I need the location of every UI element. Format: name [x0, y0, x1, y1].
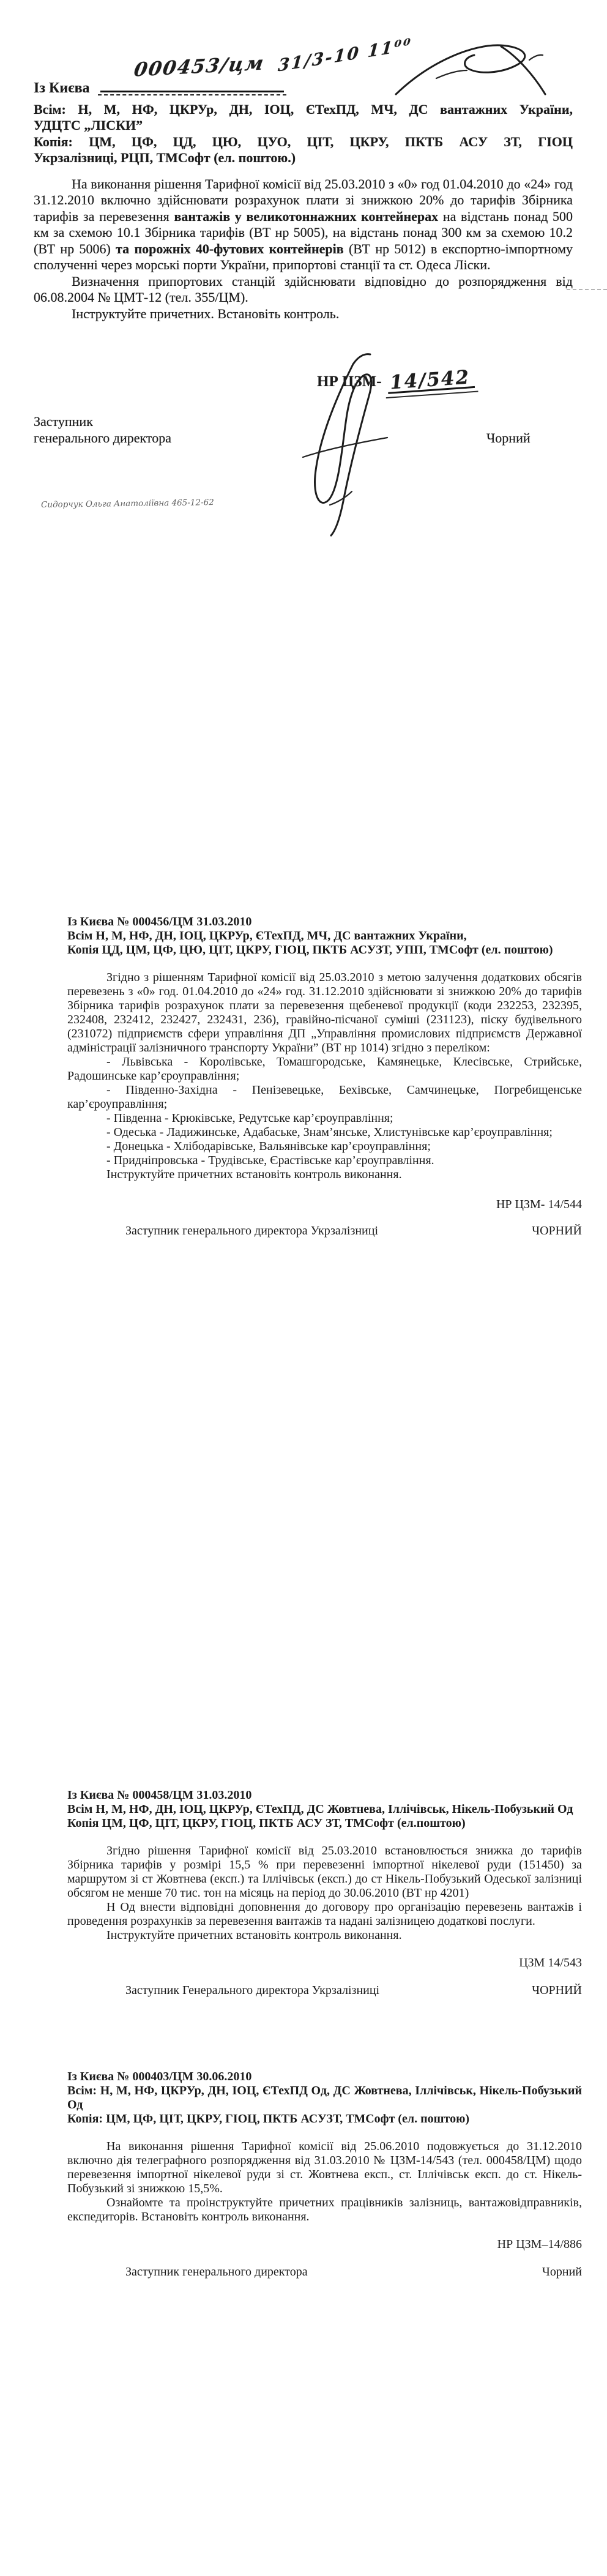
signer-name: Чорний — [542, 2265, 582, 2279]
origin-line: Із Києва № 000456/ЦМ 31.03.2010 — [67, 915, 252, 928]
body-paragraph: Н Од внести відповідні доповнення до договору про організацію перевезень вантажів і проведення розрахунків за перевезення вантажів та надані залізницею додаткові послуги. — [67, 1900, 582, 1928]
telegram-3-header — [67, 1788, 582, 1831]
telegram-2-body — [67, 971, 582, 1182]
railway-list-item: - Південна - Крюківське, Редутське кар’єроуправління; — [106, 1111, 393, 1125]
telegram-4-body — [67, 2140, 582, 2224]
railway-list-item: - Донецька - Хлібодарівське, Вальянівське кар’єроуправління; — [106, 1140, 431, 1153]
telegram-1-body — [34, 176, 573, 323]
signer-name: ЧОРНИЙ — [532, 1224, 582, 1238]
reference-number: ЦЗМ 14/543 — [519, 1956, 582, 1969]
telegram-4 — [67, 2070, 582, 2279]
signer-name: ЧОРНИЙ — [532, 1984, 582, 1997]
body-paragraph: На виконання рішення Тарифної комісії від 25.06.2010 подовжується до 31.12.2010 включно дія телеграфного розпорядження від 31.03.2010 № ЦЗМ-14/543 (тел. 000458/ЦМ) щодо перевезення імпортної нікелевої руди зі ст. Жовтнева експ., ст. Іллічівськ експ. до ст. Нікель-Побузький зі знижкою 15,5%. — [67, 2140, 582, 2195]
railway-list-item: - Одеська - Ладижинське, Адабаське, Знам’янське, Хлистунівське кар’єроуправління; — [106, 1126, 553, 1139]
body-text-segment: на відстань понад 500 км за схемою 10.1 Збірника тарифів (ВТ нр 5005), на відстань понад 300 км за схемою 10.2 (ВТ нр 5006) — [34, 208, 573, 256]
body-paragraph: Визначення припортових станцій здійснювати відповідно до розпорядження від 06.08.2004 № ЦМТ-12 (тел. 355/ЦМ). — [34, 273, 573, 305]
reference-number: НР ЦЗМ–14/886 — [497, 2238, 582, 2251]
handwritten-signature — [278, 352, 407, 542]
executor-note: Сидорчук Ольга Анатоліївна 465-12-62 — [40, 498, 214, 510]
railway-list-item: - Львівська - Королівське, Томашгородське, Камянецьке, Клесівське, Стрийське, Радошинське кар’єроуправління; — [67, 1055, 582, 1083]
signer-title: Заступник генерального директора Укрзалізниці — [125, 1224, 379, 1238]
telegram-3-body — [67, 1844, 582, 1943]
to-line: УДЦТС „ЛІСКИ” — [34, 118, 143, 133]
copy-line: Копія: ЦМ, ЦФ, ЦД, ЦЮ, ЦУО, ЦІТ, ЦКРУ, ПКТБ АСУ ЗТ, ГІОЦ — [34, 133, 573, 149]
railway-list-item: - Південно-Західна - Пенізевецьке, Бехівське, Самчинецьке, Погребищенське кар’єроуправління; — [67, 1083, 582, 1111]
to-line: Всім Н, М, НФ, ДН, ІОЦ, ЦКРУр, ЄТехПД, ДС Жовтнева, Іллічівськ, Нікель-Побузький Од — [67, 1802, 573, 1816]
body-paragraph: Згідно з рішенням Тарифної комісії від 25.03.2010 з метою залучення додаткових обсягів перевезень з «0» год. 01.04.2010 до «24» год. 31.12.2010 здійснювати зі знижкою 20% до тарифів Збірника тарифів розрахунок плати за перевезення щебеневої продукції (коди 232253, 232395, 232408, 232412, 232427, 232431, 236), гравійно-пісчаної суміші (231123), піску будівельного (231072) підприємств сфери управління ДП „Управління промислових підприємств Державної адміністрації залізничного транспорту України” (ВТ нр 1014) згідно з переліком: — [67, 971, 582, 1055]
body-text-segment: На виконання рішення Тарифної комісії від 25.03.2010 з «0» год 01.04.2010 до «24» год 31.12.2010 включно здійснювати розрахунок плати зі знижкою 20% до тарифів Збірника тарифів за перевезення — [34, 176, 573, 224]
signature-row — [67, 1984, 582, 1998]
body-paragraph: Ознайомте та проінструктуйте причетних працівників залізниць, вантажовідправників, експедиторів. Встановіть контроль виконання. — [67, 2196, 582, 2223]
origin-label: Із Києва — [34, 80, 90, 96]
signer-title: Заступник генерального директора — [125, 2265, 308, 2279]
to-line: Всім: Н, М, НФ, ЦКРУр, ДН, ІОЦ, ЄТехПД, МЧ, ДС вантажних України, — [34, 101, 573, 117]
copy-line: Укрзалізниці, РЦП, ТМСофт (ел. поштою.) — [34, 150, 296, 165]
body-text-segment-bold: вантажів у великотоннажних контейнерах — [174, 208, 439, 224]
reference-number: НР ЦЗМ- 14/544 — [496, 1198, 582, 1211]
body-paragraph: Інструктуйте причетних встановіть контроль виконання. — [106, 1168, 402, 1181]
signer-title: Заступник Генерального директора Укрзалізниці — [125, 1984, 380, 1997]
origin-line: Із Києва № 000403/ЦМ 30.06.2010 — [67, 2070, 252, 2083]
origin-dashed-underline — [98, 94, 286, 95]
reference-prefix: НР ЦЗМ- — [317, 373, 382, 390]
signature-row — [67, 2265, 582, 2279]
handwritten-flourish-signature — [387, 38, 553, 105]
body-paragraph: Інструктуйте причетних встановіть контроль виконання. — [106, 1928, 402, 1942]
signer-title-line: генерального директора — [34, 430, 171, 446]
body-text-segment: (ВТ нр 5012) в експортно-імпортному сполученні через морські порти України, припортові станції та ст. Одеса Ліски. — [34, 241, 573, 272]
copy-line: Копія ЦМ, ЦФ, ЦІТ, ЦКРУ, ГІОЦ, ПКТБ АСУ ЗТ, ТМСофт (ел.поштою) — [67, 1816, 466, 1830]
signature-row — [67, 1224, 582, 1238]
origin-line: Із Києва № 000458/ЦМ 31.03.2010 — [67, 1788, 252, 1802]
telegram-4-header — [67, 2070, 582, 2126]
copy-line: Копія ЦД, ЦМ, ЦФ, ЦЮ, ЦІТ, ЦКРУ, ГІОЦ, ПКТБ АСУЗТ, УПП, ТМСофт (ел. поштою) — [67, 943, 553, 957]
body-paragraph: Згідно рішення Тарифної комісії від 25.03.2010 встановлюється знижка до тарифів Збірника тарифів у розмірі 15,5 % при перевезенні імпортної нікелевої руди (151450) за маршрутом зі ст Жовтнева (експ.) та Іллічівськ (експ.) до ст Нікель-Побузький Одеської залізниці обсягом не менше 70 тис. тон на місяць на період до 30.06.2010 (ВТ нр 4201) — [67, 1844, 582, 1900]
body-text-segment-bold: та порожніх 40-футових контейнерів — [116, 241, 344, 256]
to-line: Всім Н, М, НФ, ДН, ІОЦ, ЦКРУр, ЄТехПД, МЧ, ДС вантажних України, — [67, 929, 467, 943]
telegram-2 — [67, 915, 582, 1238]
railway-list-item: - Придніпровська - Трудівське, Єрастівське кар’єроуправління. — [106, 1154, 434, 1167]
to-line: Всім: Н, М, НФ, ЦКРУр, ДН, ІОЦ, ЄТехПД Од, ДС Жовтнева, Іллічівськ, Нікель-Побузький Од — [67, 2084, 582, 2111]
handwritten-telegram-number: 000453/цм — [132, 52, 266, 81]
signer-name: Чорний — [486, 430, 531, 446]
signer-title — [34, 414, 171, 446]
body-paragraph: Інструктуйте причетних. Встановіть контроль. — [72, 305, 340, 321]
body-paragraph — [34, 176, 573, 274]
telegram-2-header — [67, 915, 582, 957]
handwritten-reference-text: 14/542 — [389, 366, 471, 394]
signer-title-line: Заступник — [34, 414, 93, 429]
telegram-3 — [67, 1788, 582, 1998]
origin-blank-line — [100, 52, 284, 92]
copy-line: Копія: ЦМ, ЦФ, ЦІТ, ЦКРУ, ГІОЦ, ПКТБ АСУЗТ, ТМСофт (ел. поштою) — [67, 2112, 470, 2126]
telegram-1-header — [34, 102, 573, 166]
handwritten-datetime: 31/3-10 11⁰⁰ — [277, 35, 413, 76]
telegram-1 — [34, 35, 573, 532]
